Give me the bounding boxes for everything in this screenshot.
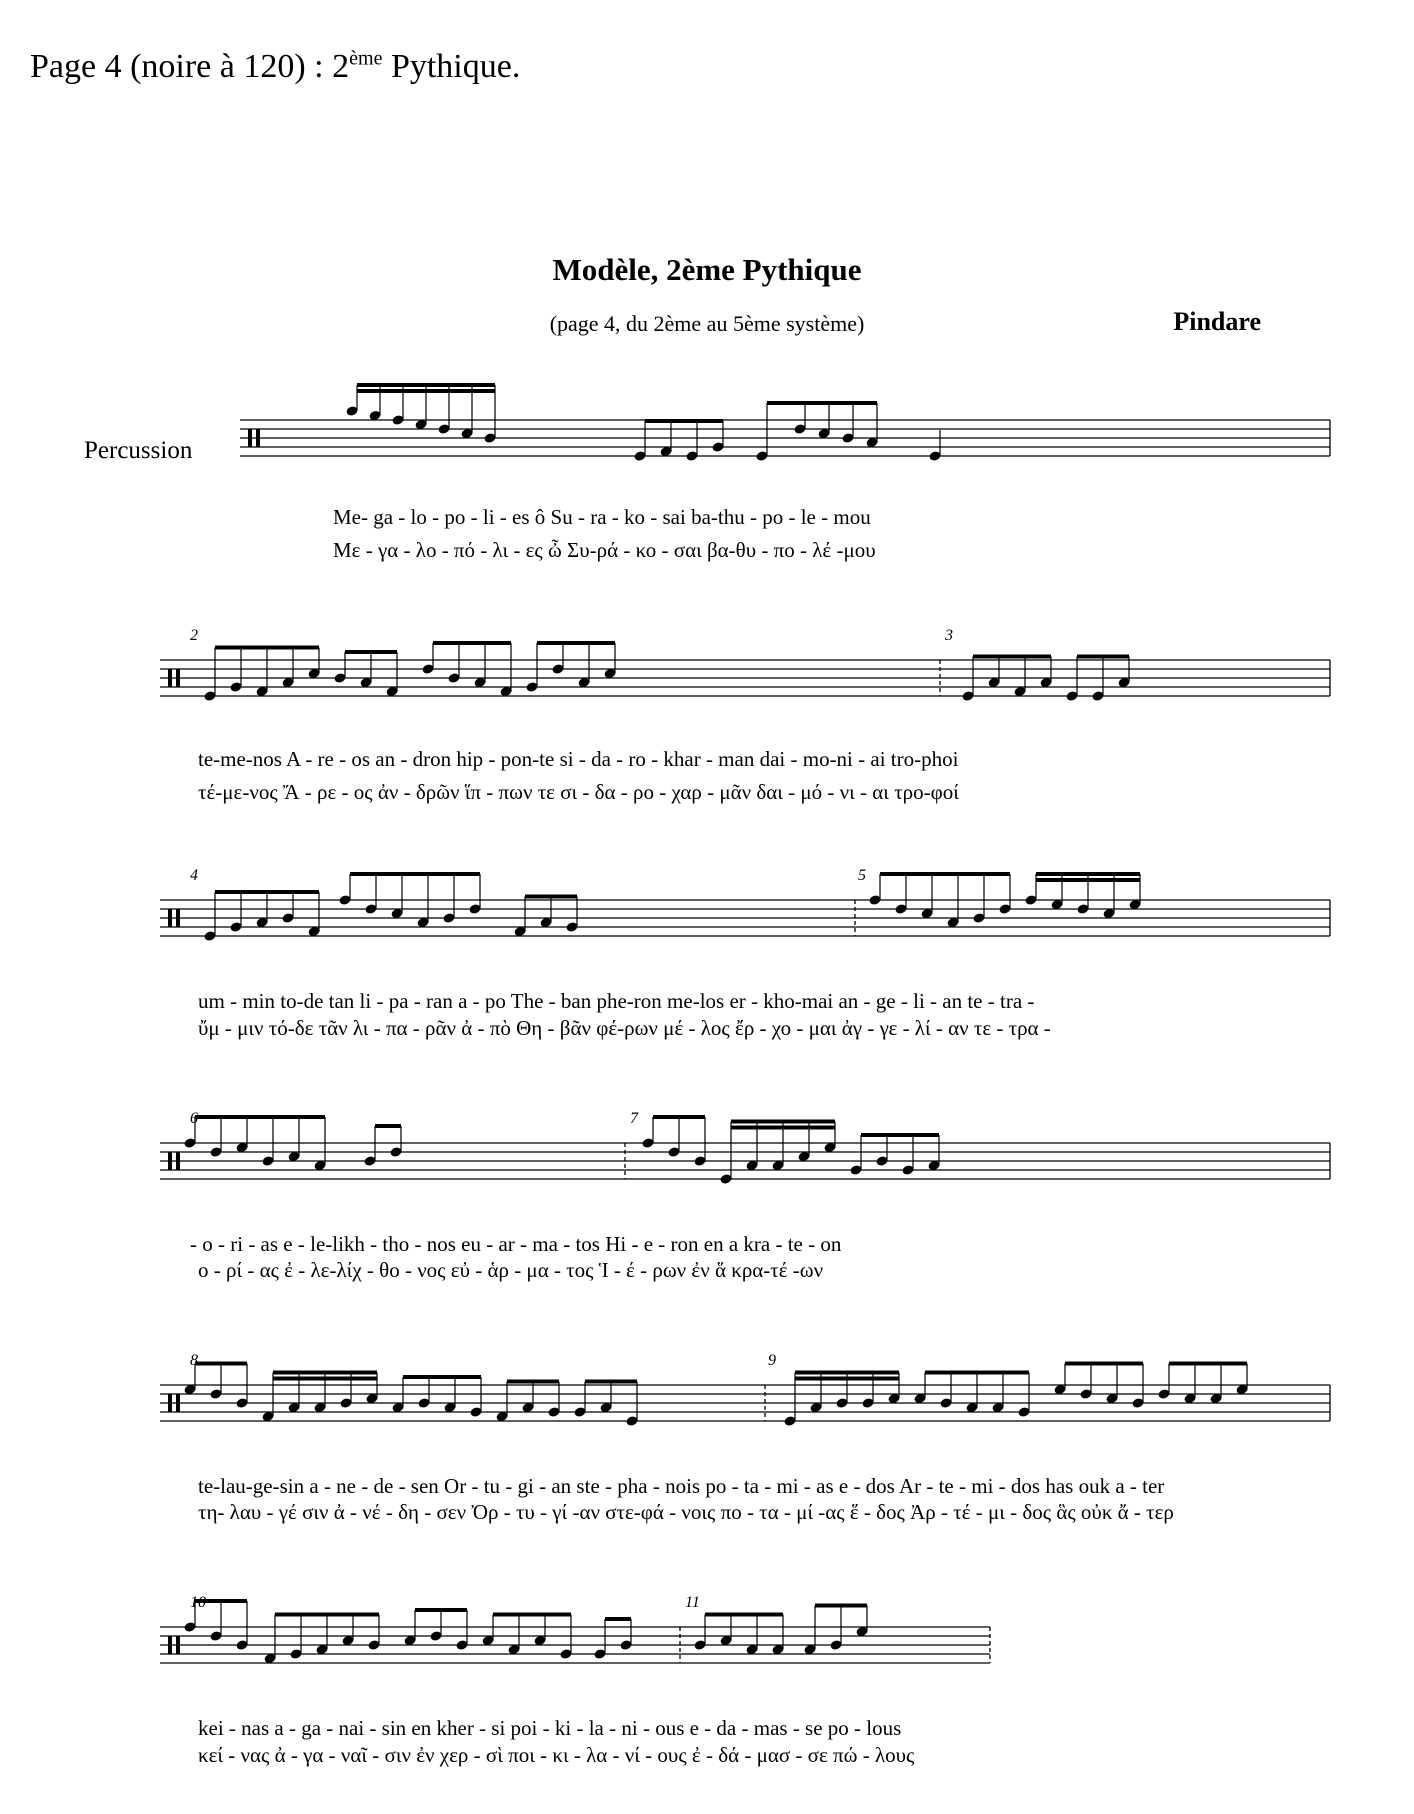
beam (433, 641, 511, 645)
lyrics-latin-3: um - min to-de tan li - pa - ran a - po The - ban phe-ron me-los er - kho-mai an - ge - li - an te - tra - (198, 989, 1035, 1013)
percussion-clef (176, 669, 180, 687)
percussion-clef (256, 429, 260, 447)
percussion-clef (168, 1152, 172, 1170)
percussion-clef (176, 1636, 180, 1654)
percussion-clef (168, 669, 172, 687)
composer: Pindare (1173, 307, 1261, 336)
beam (1065, 1362, 1143, 1366)
beam (861, 1133, 939, 1137)
measure-number: 9 (768, 1352, 776, 1369)
percussion-clef (248, 429, 252, 447)
beam (275, 1613, 379, 1617)
beam (273, 1371, 377, 1375)
page-heading-suffix: Pythique. (382, 48, 521, 85)
score-subtitle: (page 4, du 2ème au 5ème système) (549, 311, 865, 336)
measure-number: 2 (190, 627, 198, 644)
beam (357, 389, 495, 393)
beam (605, 1617, 631, 1621)
beam (357, 383, 495, 387)
lyrics-latin-5: te-lau-ge-sin a - ne - de - sen Or - tu - gi - an ste - pha - nois po - ta - mi - as e - dos Ar - te - mi - dos has ouk a - ter (198, 1474, 1165, 1498)
beam (537, 641, 615, 645)
beam (925, 1371, 1029, 1375)
measure-number: 7 (630, 1110, 638, 1127)
lyrics-greek-3: ὔμ - μιν τό-δε τᾶν λι - πα - ρᾶν ἀ - πὸ Θη - βᾶν φέ-ρων μέ - λος ἔρ - χο - μαι ἀγ - γε - λί - αν τε - τρα - (198, 1016, 1051, 1040)
beam (795, 1371, 899, 1375)
beam (705, 1613, 783, 1617)
lyrics-greek-2: τέ-με-νος Ἄ - ρε - ος ἀν - δρῶν ἵπ - πων τε σι - δα - ρο - χαρ - μᾶν δαι - μό - νι - αι τρο-φοί (198, 780, 959, 804)
lyrics-greek-4: ο - ρί - ας ἐ - λε-λίχ - θο - νος εὐ - ἁρ - μα - τος Ἱ - έ - ρων ἐν ἅ κρα-τέ -ων (198, 1258, 824, 1282)
measure-number: 4 (190, 867, 198, 884)
beam (1077, 655, 1129, 659)
lyrics-greek-1: Με - γα - λο - πό - λι - ες ὦ Συ-ρά - κο - σαι βα-θυ - πο - λέ -μου (333, 538, 876, 562)
beam (345, 650, 397, 654)
beam (273, 1377, 377, 1381)
lyrics-latin-6: kei - nas a - ga - nai - sin en kher - si poi - ki - la - ni - ous e - da - mas - se po - lous (198, 1716, 902, 1740)
instrument-name: Percussion (84, 437, 193, 464)
beam (415, 1608, 467, 1612)
page-heading-prefix: Page 4 (noire à 120) : 2 (30, 48, 350, 85)
score-title: Modèle, 2ème Pythique (552, 252, 862, 287)
measure-number: 6 (190, 1110, 198, 1127)
beam (507, 1380, 559, 1384)
percussion-clef (176, 1152, 180, 1170)
lyrics-greek-6: κεί - νας ἀ - γα - ναῖ - σιν ἐν χερ - σὶ ποι - κι - λα - νί - ους ἐ - δά - μασ - σε πώ - λους (198, 1743, 915, 1767)
beam (815, 1604, 867, 1608)
beam (795, 1377, 899, 1381)
beam (493, 1613, 571, 1617)
lyrics-latin-4: - o - ri - as e - le-likh - tho - nos eu - ar - ma - tos Hi - e - ron en a kra - te - on (190, 1232, 842, 1256)
measure-number: 10 (190, 1594, 206, 1611)
beam (653, 1115, 705, 1119)
measure-number: 8 (190, 1352, 198, 1369)
page-heading-superscript: ème (349, 47, 383, 70)
percussion-clef (176, 909, 180, 927)
measure-number: 11 (685, 1594, 700, 1611)
beam (585, 1380, 637, 1384)
beam (1169, 1362, 1247, 1366)
beam (1036, 872, 1140, 876)
beam (350, 872, 480, 876)
beam (1036, 878, 1140, 882)
beam (195, 1115, 325, 1119)
percussion-clef (168, 1394, 172, 1412)
beam (973, 655, 1051, 659)
beam (215, 646, 319, 650)
lyrics-latin-1: Me- ga - lo - po - li - es ô Su - ra - ko - sai ba-thu - po - le - mou (333, 505, 871, 529)
beam (403, 1375, 481, 1379)
percussion-clef (168, 1636, 172, 1654)
beam (767, 401, 877, 405)
measure-number: 3 (945, 627, 953, 644)
beam (195, 1362, 247, 1366)
beam (880, 872, 1010, 876)
percussion-clef (168, 909, 172, 927)
lyrics-greek-5: τη- λαυ - γέ σιν ἀ - νέ - δη - σεν Ὀρ - τυ - γί -αν στε-φά - νοις πο - τα - μί -ας ἕ - δος Ἀρ - τέ - μι - δος ἃς οὐκ ἄ - τερ (198, 1500, 1174, 1524)
beam (525, 895, 577, 899)
measure-number: 5 (858, 867, 866, 884)
percussion-clef (176, 1394, 180, 1412)
beam (645, 419, 723, 423)
beam (731, 1120, 835, 1124)
beam (375, 1124, 401, 1128)
lyrics-latin-2: te-me-nos A - re - os an - dron hip - pon-te si - da - ro - khar - man dai - mo-ni - ai tro-phoi (198, 747, 959, 771)
beam (215, 890, 319, 894)
beam (731, 1126, 835, 1130)
